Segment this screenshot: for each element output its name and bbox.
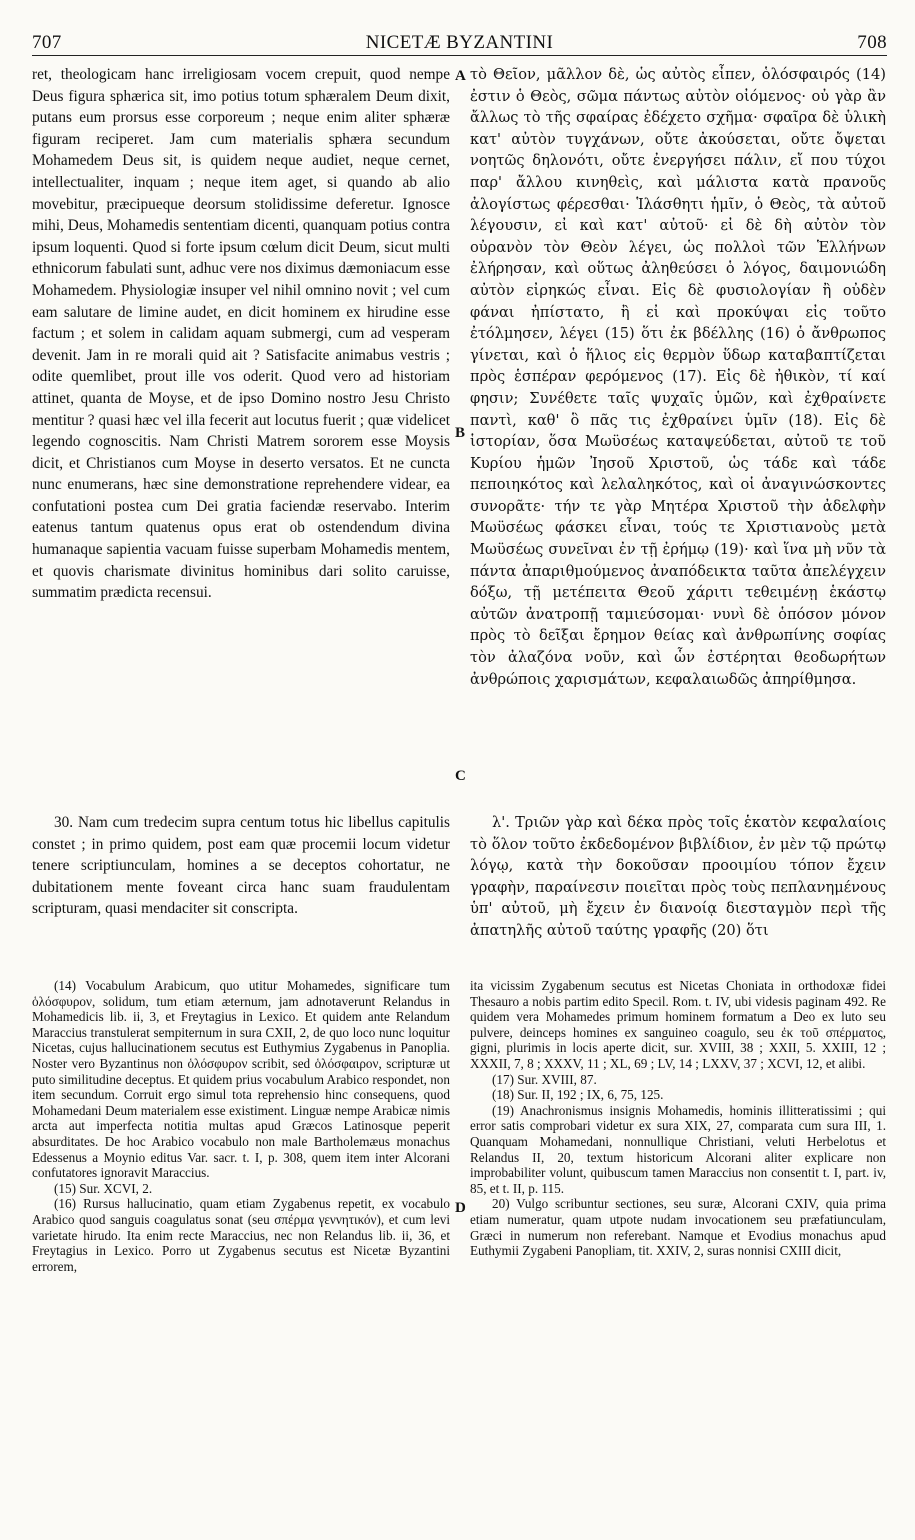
latin-text-column — [32, 64, 450, 804]
margin-letter-d: D — [455, 1200, 466, 1216]
greek-text-column — [470, 64, 886, 804]
footnote-19: (19) Anachronismus insignis Mohamedis, hominis illitteratissimi ; qui error satis comprobari videtur ex sura XIX, 27, comparata cum sura III, 1. Quanquam Mohamedani, nonnullique Christiani, veluti Herbelotus et Relandus II, 20, textum historicum Alcorani aliter explicare non improbabiliter volunt, quibuscum tamen Maraccius non consentit t. I, part. iv, 85, et t. II, p. 115. — [470, 1102, 886, 1196]
footnote-18: (18) Sur. II, 192 ; IX, 6, 75, 125. — [492, 1087, 664, 1103]
footnote-20: 20) Vulgo scribuntur sectiones, seu suræ, Alcorani CXIV, quia prima etiam numeratur, quam utpote nudam invocationem seu præfatiunculam, Græci in numerum non referebant. Namque et Evodius monachus apud Euthymii Zygabeni Panopliam, tit. XXIV, 2, suras nonnisi CXIII dicit, — [470, 1196, 886, 1259]
margin-letter-c: C — [455, 768, 466, 784]
footnote-16: (16) Rursus hallucinatio, quam etiam Zygabenus repetit, ex vocabulo Arabico quod sanguis coagulatus sonat (seu σπέρμα γεννητικόν), et cum levi varietate hirudo. Ita enim recte Maraccius, nec non Relandus lib. ii, 36, et Freytagius in Lexico. Porro ut Zygabenus secutus est Nicetæ Byzantini errorem, — [32, 1196, 450, 1274]
greek-paragraph-lambda: λ'. Τριῶν γὰρ καὶ δέκα πρὸς τοῖς ἑκατὸν κεφαλαίοις τὸ ὅλον τοῦτο ἐκδεδομένον βιβλίδιον, ἐν μὲν τῷ πρώτῳ λόγῳ, κατὰ τὴν δοκοῦσαν προοιμίου τόπον ἔχειν γραφὴν, παραίνεσιν ποιεῖται πρὸς τοὺς πεπλανημένους ὑπ' αὐτοῦ, μὴ ἔχειν ἐν διανοίᾳ διεσταγμὸν περὶ τῆς ἀπατηλῆς αὐτοῦ ταύτης γραφῆς (20) ὅτι — [470, 814, 886, 939]
footnote-14: (14) Vocabulum Arabicum, quo utitur Mohamedes, significare tum ὁλόσφυρον, solidum, tum etiam æternum, jam adnotaverunt Relandus in Mohamedicis lib. ii, 3, et Freytagius in Lexico. Et quidem ante Relandum Maraccius transtulerat sempiternum in sura CXII, 2, de quo loco nunc loquitur Nicetas, cujus hallucinationem secutus est Euthymius Zygabenus in Panoplia. Noster vero Byzantinus non ὁλόσφυρον scribit, sed ὁλόσφαιρον, scripturæ ut puto similitudine deceptus. Et quidem prius vocabulum Arabico respondet, non item secundum. Corruit ergo simul tota reprehensio hinc consequens, quod Mohamedani Deum materialem esse existiment. Linguæ nempe Arabicæ nimis arcta aut imperfecta notitia multas apud Græcos Latinosque peperit absurditates. De hoc Arabico vocabulo non male Bartholemæus monachus Edessenus a Moynio editus Var. sacr. t. I, p. 308, quem item inter Alcorani confutatores ignoravit Maraccius. — [32, 978, 450, 1181]
margin-letter-a: A — [455, 68, 466, 84]
margin-letter-b: B — [455, 425, 466, 441]
running-header — [32, 32, 887, 56]
latin-section-30 — [32, 812, 450, 962]
left-page-number: 707 — [32, 32, 62, 53]
footnote-17: (17) Sur. XVIII, 87. — [492, 1071, 597, 1087]
latin-paragraph-30: 30. Nam cum tredecim supra centum totus hic libellus capitulis constet ; in primo quidem, post eam quæ procemii locum videtur tenere scriptiunculam, homines a se deceptos cohortatur, ne dubitationem mente foveant circa hanc suam fraudulentam scripturam, quasi mendaciter sit conscripta. — [32, 814, 450, 918]
footnotes-right — [470, 978, 886, 1530]
footnotes-left — [32, 978, 450, 1530]
right-page-number: 708 — [857, 32, 887, 53]
footnote-16-continued: ita vicissim Zygabenum secutus est Nicetas Choniata in orthodoxæ fidei Thesauro a nobis partim edito Specil. Rom. t. IV, ubi videsis paginam 492. Re quidem vera Mohamedes primum hominem formatum a Deo ex luto seu pulvere, deinceps homines ex sanguineo coagulo, seu ἐκ τοῦ σπέρματος, gigni, plurimis in locis aperte dicit, sur. XVIII, 38 ; XXII, 5. XXIII, 12 ; XXXII, 7, 8 ; XXXV, 11 ; XL, 69 ; LV, 14 ; LXXV, 37 ; XCVI, 12, et alibi. — [470, 978, 886, 1071]
greek-section-30 — [470, 812, 886, 962]
latin-paragraph-29-continued: ret, theologicam hanc irreligiosam vocem crepuit, quod nempe Deus figura sphærica sit, imo potius totum sphæralem Deum dixit, putans eum prorsus esse corporeum ; neque enim aliter sphæræ figuram reciperet. Jam cum materialis sphæra secundum Mohamedem Deus sit, is quidem neque audiet, neque cernet, intellectualiter, inquam ; neque item aget, si quando ab alio movebitur, præcipueque deorsum stolidissime deferetur. Ignosce mihi, Deus, Mohamedis sententiam dicenti, quanquam potius contra ipsum loquenti. Quod si forte ipsum cœlum dicit Deum, sicut multi ethnicorum fabulati sunt, adhuc vere nos diximus dæmoniacum esse Mohamedem. Physiologiæ insuper vel nihil omnino novit ; vel cum eam salutare de limine audet, en dicit hominem ex hirudine esse factum ; et solem in calidam aquam submergi, cum ad vesperam devenit. Jam in re morali quid ait ? Satisfacite animabus vestris ; odite quemlibet, prout ille vos oderit. Quod vero ad historiam attinet, quanta de Moyse, et de ipso Domino nostro Jesu Christo mentitur ? quasi hæc vel illa fecerit aut locutus fuerit ; quæ videlicet legendo cognoscitis. Nam Christi Matrem sororem esse Moysis dicit, et Christianos cum Moyse in deserto versatos. Et ne cuncta nunc enumerans, hæc sine demonstratione reprehendere videar, ea confutationi postea cum Dei gratia faciendæ reservabo. Interim eatenus tantum quatenus opus erat ob ostendendum divina humanaque sapientia vacuam fuisse superbam Mohamedis mentem, et quovis charismate divinitus hominibus dari solito caruisse, summatim prædicta recensui. — [32, 66, 450, 602]
running-title: NICETÆ BYZANTINI — [365, 32, 554, 53]
footnote-15: (15) Sur. XCVI, 2. — [54, 1180, 153, 1196]
greek-paragraph-continued: τὸ Θεῖον, μᾶλλον δὲ, ὡς αὐτὸς εἶπεν, ὁλόσφαιρός (14) ἐστιν ὁ Θεὸς, σῶμα πάντως αὐτὸν οἰόμενος· οὐ γὰρ ἂν ἄλλως τὸ τῆς σφαίρας ἐδέχετο σχῆμα· σφαῖρα δὲ ὑλικὴ κατ' αὐτὸν τυγχάνων, οὔτε ἀκούσεται, οὔτε ὄψεται νοητῶς δηλονότι, οὔτε ἐνεργήσει πάλιν, εἴ που τύχοι παρ' ἄλλου κινηθεὶς, καὶ μάλιστα κατὰ πρανοῦς ἀλογίστως φέρεσθαι· Ἱλάσθητι ἡμῖν, ὁ Θεὸς, τὰ αὐτοῦ λέγουσιν, εἰ καὶ κατ' αὐτοῦ· εἰ δὲ δὴ αὐτὸν τὸν οὐρανὸν τὸν Θεὸν λέγει, ὡς πολλοὶ τῶν Ἑλλήνων ἐλήρησαν, καὶ οὕτως ἀληθεύσει ὁ λόγος, δαιμονιώδη αὐτὸν εἰρηκώς εἶναι. Εἰς δὲ φυσιολογίαν ἢ οὐδὲν φάναι ἠπίστατο, ἢ εἰ καὶ προκύψαι εἰς τοῦτο ἐτόλμησεν, λέγει (15) ὅτι ἐκ βδέλλης (16) ὁ ἄνθρωπος γίνεται, καὶ ὁ ἥλιος εἰς θερμὸν ὕδωρ καταβαπτίζεται πρὸς ἑσπέραν φερόμενος (17). Εἰς δὲ ἠθικὸν, τί καί φησιν; Συνέθετε ταῖς ψυχαῖς ὑμῶν, καὶ ἐχθραίνετε παντὶ, καθ' ὃ πᾶς τις ἐχθραίνει ὑμῖν (18). Εἰς δὲ ἱστορίαν, ὅσα Μωϋσέως καταψεύδεται, αὐτοῦ τε τοῦ Κυρίου ἡμῶν Ἰησοῦ Χριστοῦ, ὡς τάδε καὶ τάδε πεποιηκότος καὶ λελαληκότος, καὶ οἱ ἀναγινώσκοντες συνορᾶτε· τήν τε γὰρ Μητέρα Χριστοῦ τὴν ἀδελφὴν Μωϋσέως φάσκει εἶναι, τούς τε Χριστιανοὺς μετὰ Μωϋσέως συνεῖναι ἐν τῇ ἐρήμῳ (19)· καὶ ἵνα μὴ νῦν τὰ πάντα ἀπαριθμούμενος ἀναπόδεικτα ταῦτα ἀπελέγχειν δόξω, τῇ μετέπειτα Θεοῦ χάριτι τεθειμένῃ ἑκάστῳ αὐτῶν ἀνατροπῇ ταμιεύσομαι· νυνὶ δὲ ὁπόσον μόνον πρὸς τὸ δεῖξαι ἔρημον θείας καὶ ἀνθρωπίνης σοφίας τὸν ἀλαζόνα νοῦν, καὶ ὧν ἐστέρηται θεοδωρήτων ἀνθρώποις χαρισμάτων, κεφαλαιωδῶς ἀπηρίθμησα. — [470, 66, 886, 688]
